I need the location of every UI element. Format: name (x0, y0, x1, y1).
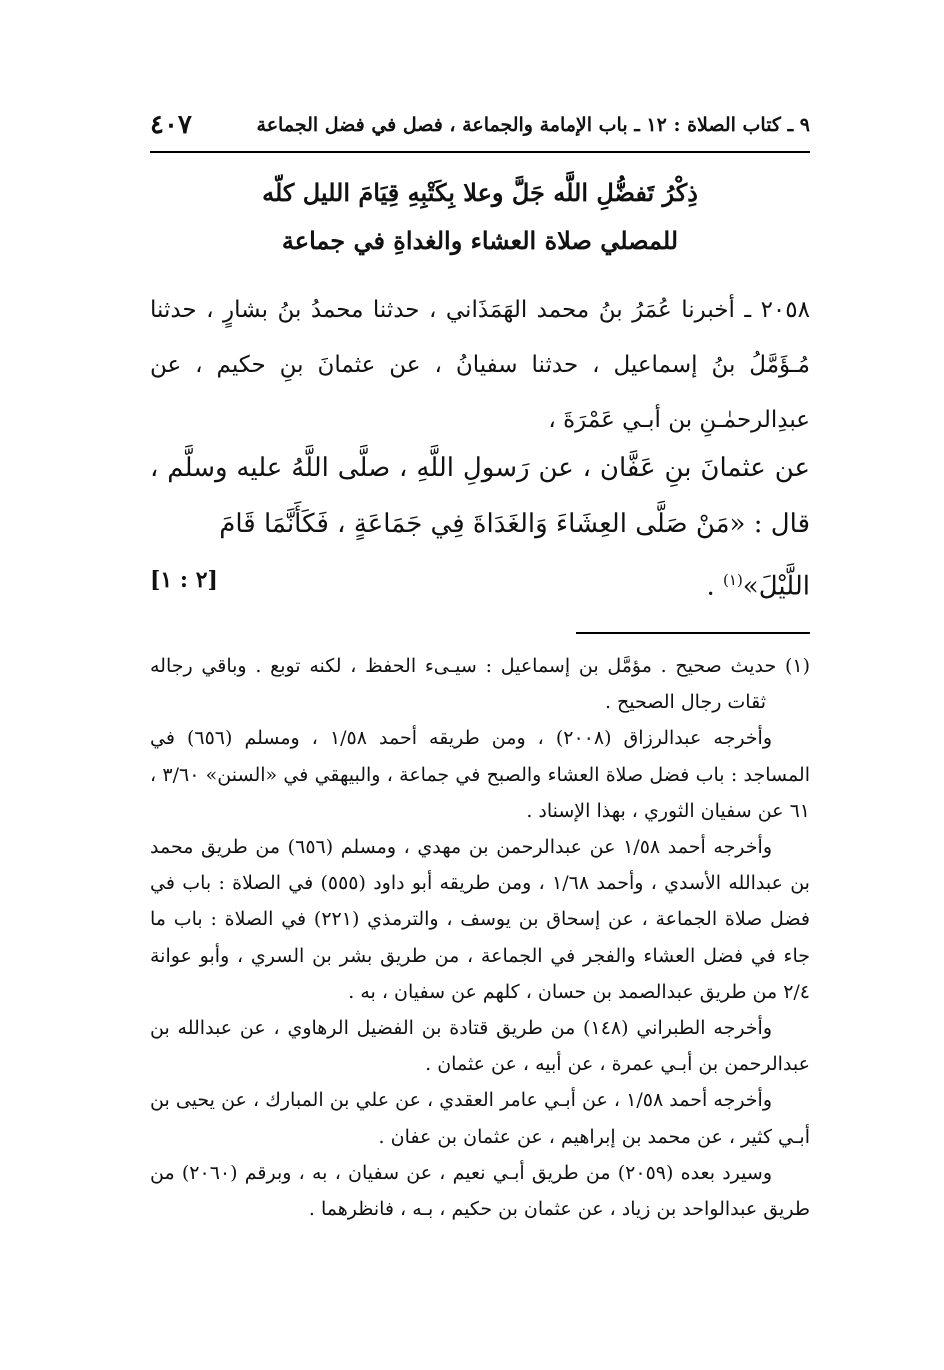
footnote-paragraph-4: وأخرجه الطبراني (١٤٨) من طريق قتادة بن الفضيل الرهاوي ، عن عبدالله بن عبدالرحمن بن أبـي عمرة ، عن أبيه ، عن عثمان . (150, 1017, 810, 1076)
matn-end-punct: . (706, 571, 724, 602)
footnote-paragraph-5: وأخرجه أحمد ١/٥٨ ، عن أبـي عامر العقدي ، عن علي بن المبارك ، عن يحيى بن أبـي كثير ، عن محمد بن إبراهيم ، عن عثمان بن عفان . (150, 1089, 810, 1148)
hadith-matn-end (150, 552, 810, 608)
matn-tail-text: اللَّيْلَ» (742, 571, 810, 602)
chapter-heading-line-1: ذِكْرُ تَفضُّلِ اللَّه جَلَّ وعلا بِكَتْبِهِ قِيَامَ الليل كلّه (262, 178, 698, 207)
footnote-paragraph-2: وأخرجه عبدالرزاق (٢٠٠٨) ، ومن طريقه أحمد ١/٥٨ ، ومسلم (٦٥٦) في المساجد : باب فضل صلاة العشاء والصبح في جماعة ، والبيهقي في «السنن» ٣/٦٠ ، ٦١ عن سفيان الثوري ، بهذا الإسناد . (150, 727, 810, 822)
footnotes (150, 648, 810, 1227)
footnote-1: (١) حديث صحيح . مؤمَّل بن إسماعيل : سيـىء الحفظ ، لكنه توبع . وباقي رجاله ثقات رجال الصحيح . (150, 655, 810, 714)
hadith-matn: عن عثمانَ بنِ عَفَّان ، عن رَسولِ اللَّهِ ، صلَّى اللَّهُ عليه وسلَّم ، قال : «مَنْ صَلَّى العِشَاءَ وَالغَدَاةَ فِي جَمَاعَةٍ ، فَكَأَنَّمَا قَامَ (150, 453, 810, 539)
footnote-paragraph-6: وسيرد بعده (٢٠٥٩) من طريق أبـي نعيم ، عن سفيان ، به ، وبرقم (٢٠٦٠) من طريق عبدالواحد بن زياد ، عن عثمان بن حكيم ، بـه ، فانظرهما . (150, 1161, 810, 1221)
running-head (150, 110, 810, 150)
running-title: ٩ ـ كتاب الصلاة : ١٢ ـ باب الإمامة والجماعة ، فصل في فضل الجماعة (256, 114, 810, 136)
matn-tail-line (706, 552, 810, 615)
footnote-rule (576, 632, 810, 634)
footnote-marker[interactable]: (١) (723, 571, 743, 589)
header-rule (150, 151, 810, 153)
hadith-isnad: ٢٠٥٨ ـ أخبرنا عُمَرُ بنُ محمد الهَمَذَاني ، حدثنا محمدُ بنُ بشارٍ ، حدثنا مُـؤَمَّلُ بنُ إسماعيل ، حدثنا سفيانُ ، عن عثمانَ بنِ حكيم ، عن عبدِالرحمٰـنِ بن أبـي عَمْرَةَ ، (150, 297, 810, 433)
footnote-paragraph-3: وأخرجه أحمد ١/٥٨ عن عبدالرحمن بن مهدي ، ومسلم (٦٥٦) من طريق محمد بن عبدالله الأسدي ، وأحمد ١/٦٨ ، ومن طريقه أبو داود (٥٥٥) في الصلاة : باب في فضل صلاة الجماعة ، عن إسحاق بن يوسف ، والترمذي (٢٢١) في الصلاة : باب ما جاء في فضل العشاء والفجر في الجماعة ، من طريق بشر بن السري ، وأبو عوانة ٢/٤ من طريق عبدالصمد بن حسان ، كلهم عن سفيان ، به . (150, 836, 810, 1003)
hadith-reference: [٢ : ١] (150, 567, 218, 593)
chapter-heading-line-2: للمصلي صلاة العشاء والغداةِ في جماعة (281, 226, 679, 255)
page-number: ٤٠٧ (150, 110, 192, 140)
